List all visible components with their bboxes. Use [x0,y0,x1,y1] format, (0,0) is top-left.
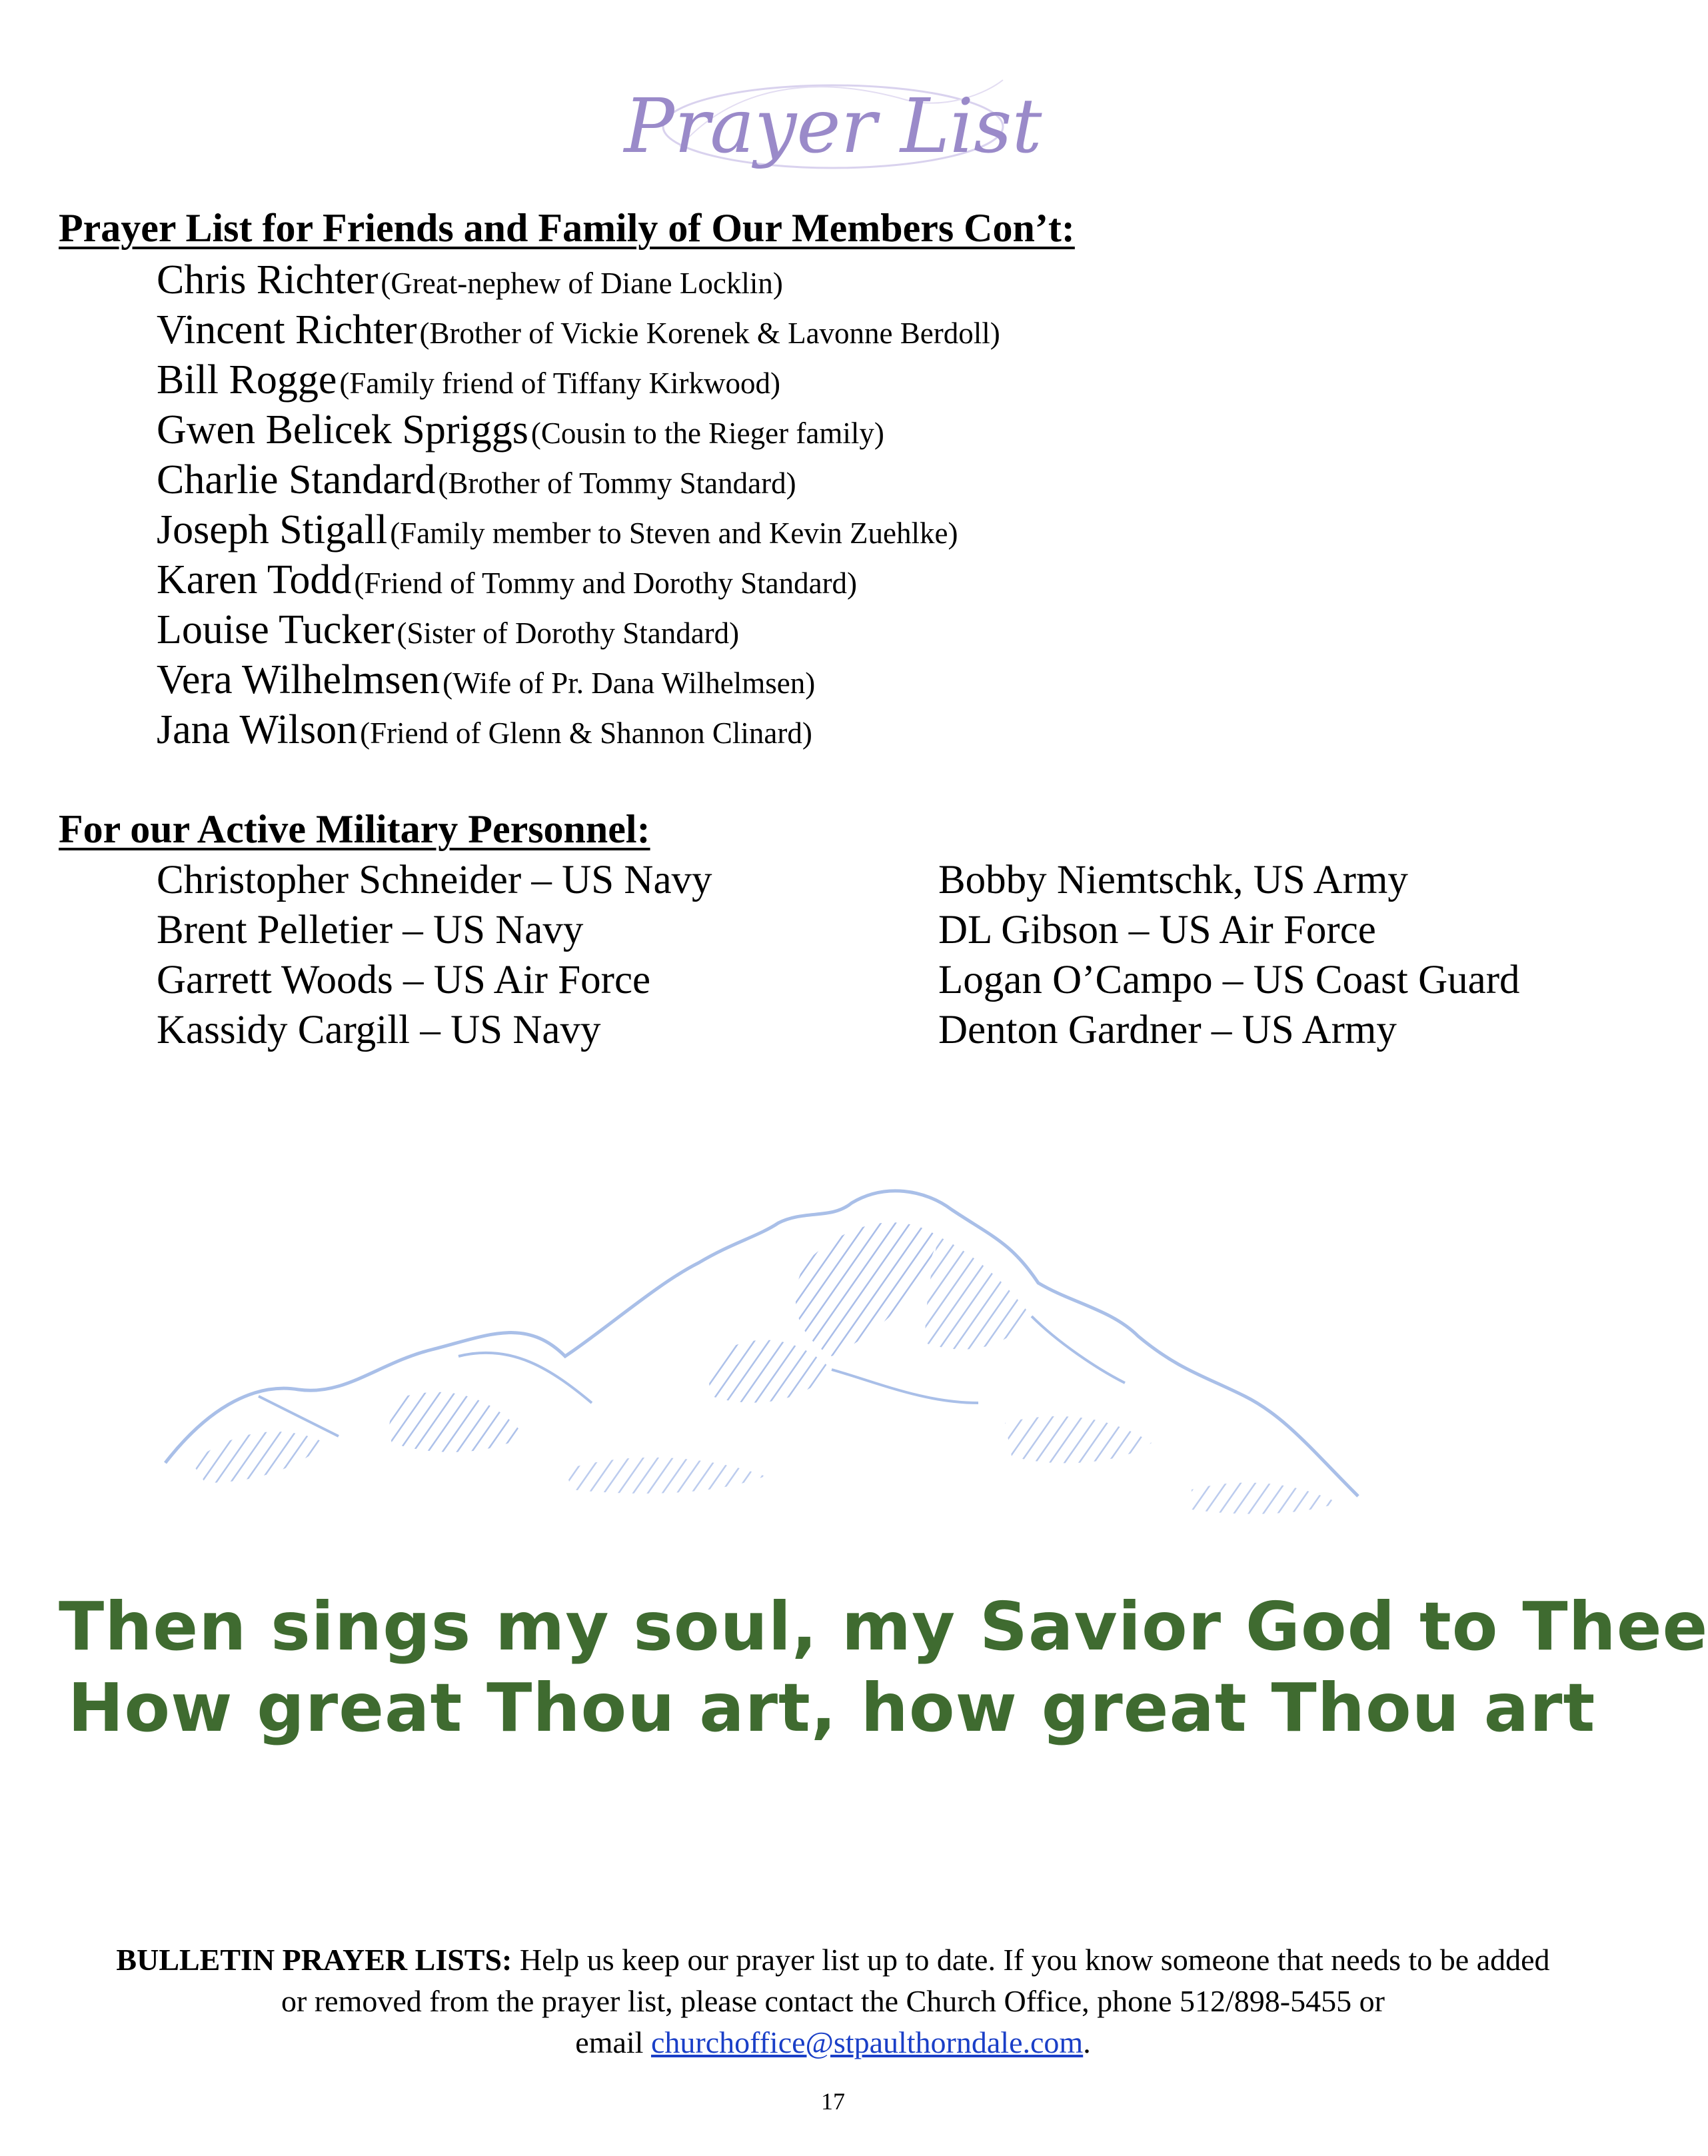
email-suffix: . [1083,2025,1091,2059]
person-name: Vera Wilhelmsen [157,657,440,702]
person-relation: (Family member to Steven and Kevin Zuehlke) [390,517,958,550]
list-item [157,555,1000,605]
military-list-left [157,855,712,1055]
person-relation: (Brother of Tommy Standard) [438,467,796,500]
person-name: Jana Wilson [157,707,358,752]
footer-line-2: or removed from the prayer list, please contact the Church Office, phone 512/898-5455 or [281,1984,1385,2018]
list-item: Kassidy Cargill – US Navy [157,1008,601,1052]
friends-list [157,255,1000,755]
person-relation: (Cousin to the Rieger family) [530,417,884,450]
footer-line-3 [40,2022,1626,2063]
list-item [157,655,1000,705]
bulletin-footer [40,1939,1626,2063]
person-name: Louise Tucker [157,607,395,652]
logo-text: Prayer List [624,83,1042,170]
person-name: Charlie Standard [157,457,436,503]
person-relation: (Sister of Dorothy Standard) [397,616,740,650]
person-relation: (Brother of Vickie Korenek & Lavonne Berdoll) [419,317,1000,350]
list-item: DL Gibson – US Air Force [938,908,1376,952]
person-name: Gwen Belicek Spriggs [157,407,528,453]
person-name: Karen Todd [157,557,352,602]
person-relation: (Wife of Pr. Dana Wilhelmsen) [442,666,816,700]
person-name: Joseph Stigall [157,507,388,552]
person-relation: (Friend of Tommy and Dorothy Standard) [354,566,858,600]
email-prefix: email [575,2025,651,2059]
person-name: Vincent Richter [157,307,417,353]
email-link[interactable]: churchoffice@stpaulthorndale.com [650,2025,1084,2059]
footer-label: BULLETIN PRAYER LISTS: [116,1943,512,1977]
mountain-illustration [59,1183,1605,1583]
footer-text-1: Help us keep our prayer list up to date. If you know someone that needs to be added [512,1943,1550,1977]
hymn-lyrics [59,1586,1708,1749]
list-item: Bobby Niemtschk, US Army [938,858,1408,902]
prayer-list-logo [624,60,1042,200]
list-item: Christopher Schneider – US Navy [157,858,712,902]
hymn-line-2: How great Thou art, how great Thou art [67,1669,1596,1747]
person-relation: (Friend of Glenn & Shannon Clinard) [360,716,812,750]
list-item: Brent Pelletier – US Navy [157,908,584,952]
list-item [157,455,1000,505]
person-name: Chris Richter [157,257,379,303]
list-item [157,355,1000,405]
person-relation: (Great-nephew of Diane Locklin) [381,267,783,300]
footer-line-1 [40,1939,1626,1981]
list-item: Denton Gardner – US Army [938,1008,1397,1052]
list-item [157,305,1000,355]
friends-section-title: Prayer List for Friends and Family of Our Members Con’t: [59,206,1075,250]
list-item [157,255,1000,305]
military-section-title: For our Active Military Personnel: [59,807,650,851]
list-item [157,705,1000,755]
person-name: Bill Rogge [157,357,337,403]
list-item [157,405,1000,455]
person-relation: (Family friend of Tiffany Kirkwood) [339,367,781,400]
list-item [157,505,1000,555]
list-item: Garrett Woods – US Air Force [157,958,651,1002]
military-list-right [938,855,1520,1055]
list-item: Logan O’Campo – US Coast Guard [938,958,1520,1002]
page-number: 17 [821,2088,845,2115]
list-item [157,605,1000,655]
hymn-line-1: Then sings my soul, my Savior God to Thee [59,1588,1708,1665]
